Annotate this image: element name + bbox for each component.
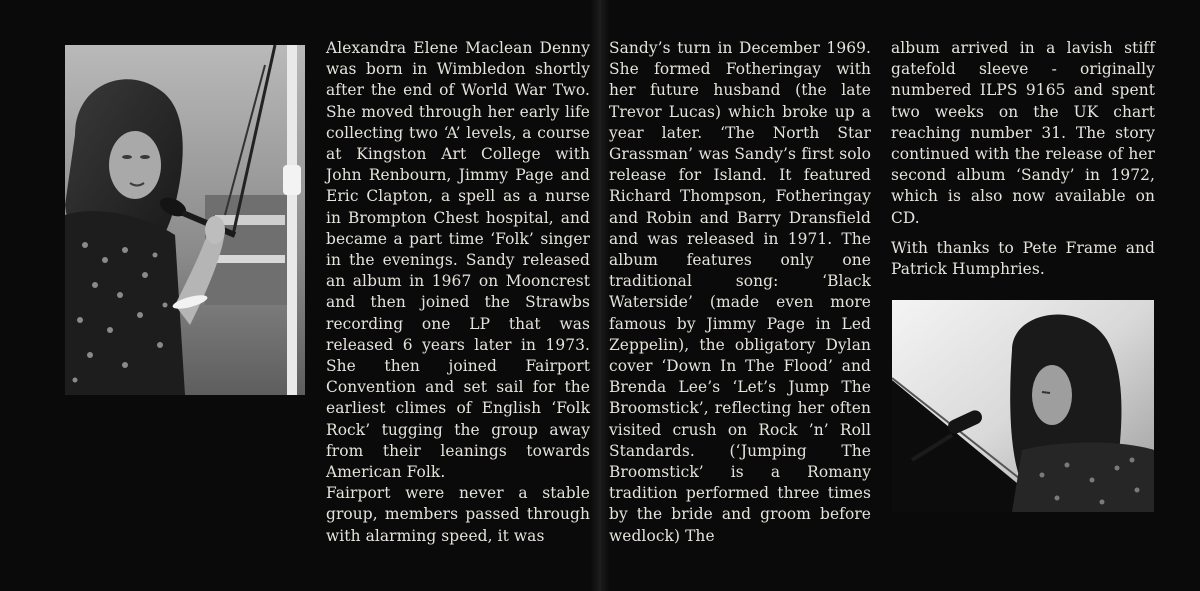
paragraph: Alexandra Elene Maclean Denny was born in Wimbledon shortly after the end of World War Two. She moved through her early life collecting two ‘A’ levels, a course at Kingston Art College with John Renbourn, Jimmy Page and Eric Clapton, a spell as a nurse in Brompton Chest hospital, and became a part time ‘Folk’ singer in the evenings. Sandy released an album in 1967 on Mooncrest and then joined the Strawbs recording one LP that was released 6 years later in 1973. She then joined Fairport Convention and set sail for the earliest climes of English ‘Folk Rock’ tugging the group away from their leanings towards American Folk. (326, 39, 590, 482)
acknowledgements: With thanks to Pete Frame and Patrick Humphries. (891, 238, 1155, 279)
photo-singer-with-microphone (65, 45, 305, 395)
text-column-3 (891, 38, 1155, 280)
paragraph: Fairport were never a stable group, members passed through with alarming speed, it was (326, 484, 590, 545)
paragraph: Sandy’s turn in December 1969. She formed Fotheringay with her future husband (the late Trevor Lucas) which broke up a year later. ‘The North Star Grassman’ was Sandy’s first solo release for Island. It featured Richard Thompson, Fotheringay and Robin and Barry Dransfield and was released in 1971. The album features only one traditional song: ‘Black Waterside’ (made even more famous by Jimmy Page in Led Zeppelin), the obligatory Dylan cover ‘Down In The Flood’ and Brenda Lee’s ‘Let’s Jump The Broomstick’, reflecting her often visited crush on Rock ’n’ Roll Standards. (‘Jumping The Broomstick’ is a Romany tradition performed three times by the bride and groom before wedlock) The (609, 39, 871, 545)
photo-singer-at-piano (892, 300, 1154, 512)
page-fold (590, 0, 610, 591)
text-column-2 (609, 38, 871, 547)
paragraph: album arrived in a lavish stiff gatefold sleeve - originally numbered ILPS 9165 and spent two weeks on the UK chart reaching number 31. The story continued with the release of her second album ‘Sandy’ in 1972, which is also now available on CD. (891, 39, 1155, 227)
text-column-1 (326, 38, 590, 547)
